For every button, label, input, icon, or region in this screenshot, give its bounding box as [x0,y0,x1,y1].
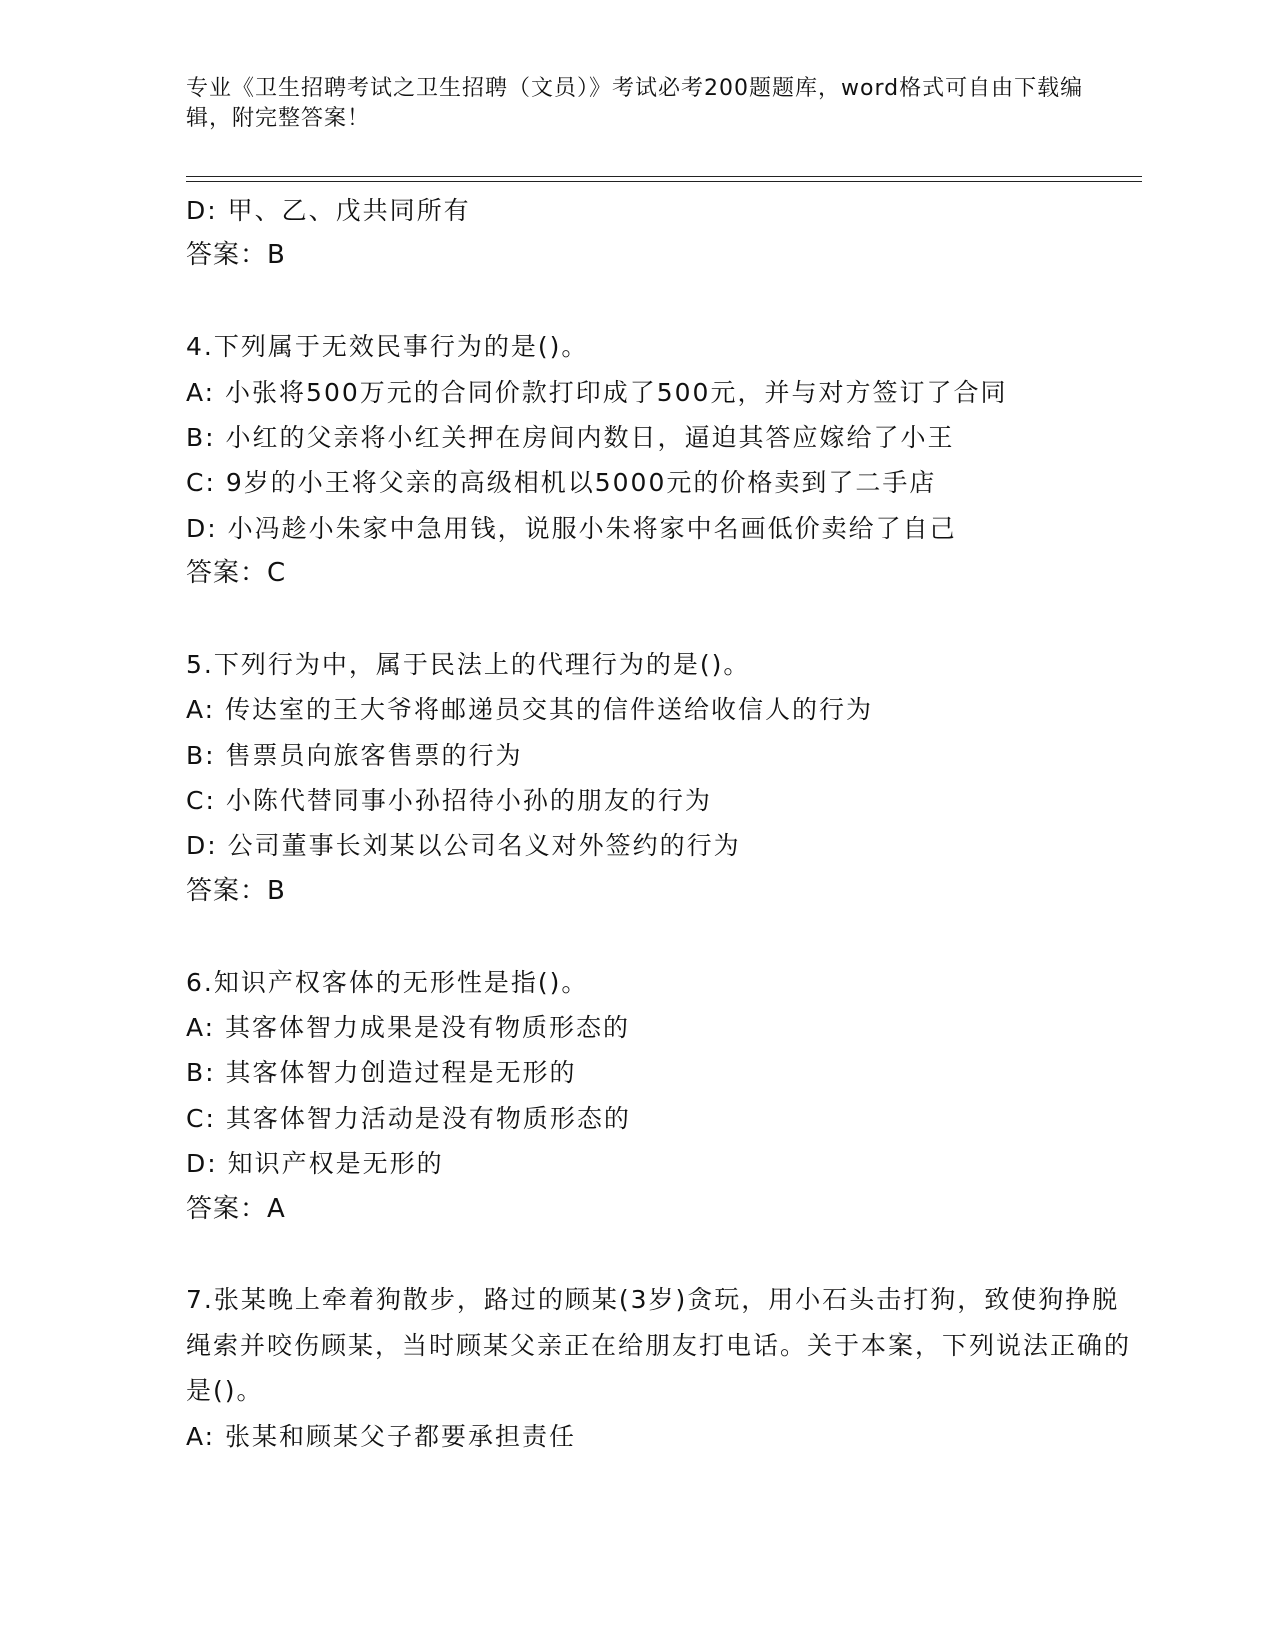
option-d: D: 小冯趁小朱家中急用钱，说服小朱将家中名画低价卖给了自己 [186,513,957,543]
option-c: C: 小陈代替同事小孙招待小孙的朋友的行为 [186,786,712,816]
option-d: D: 知识产权是无形的 [186,1149,444,1179]
option-b: B: 其客体智力创造过程是无形的 [186,1058,577,1088]
question-stem: 6.知识产权客体的无形性是指()。 [186,967,589,997]
question-stem: 5.下列行为中，属于民法上的代理行为的是()。 [186,649,751,679]
header-divider-top [186,176,1142,177]
option-a: A: 张某和顾某父子都要承担责任 [186,1421,577,1451]
option-c: C: 其客体智力活动是没有物质形态的 [186,1103,631,1133]
option-b: B: 售票员向旅客售票的行为 [186,740,523,770]
option-b: B: 小红的父亲将小红关押在房间内数日，逼迫其答应嫁给了小王 [186,422,955,452]
question-list [186,188,1142,1459]
option-d: D: 甲、乙、戊共同所有 [186,196,471,225]
option-a: A: 小张将500万元的合同价款打印成了500元，并与对方签订了合同 [186,377,1008,407]
question-stem: 4.下列属于无效民事行为的是()。 [186,332,589,362]
answer-line: 答案：A [186,1193,286,1224]
document-header: 专业《卫生招聘考试之卫生招聘（文员）》考试必考200题题库，word格式可自由下载编辑，附完整答案！ [186,76,1084,131]
option-c: C: 9岁的小王将父亲的高级相机以5000元的价格卖到了二手店 [186,468,937,498]
answer-line: 答案：B [186,240,286,271]
question-stem: 7.张某晚上牵着狗散步，路过的顾某(3岁)贪玩，用小石头击打狗，致使狗挣脱绳索并咬伤顾某，当时顾某父亲正在给朋友打电话。关于本案，下列说法正确的是()。 [186,1285,1132,1406]
option-d: D: 公司董事长刘某以公司名义对外签约的行为 [186,831,741,861]
option-a: A: 其客体智力成果是没有物质形态的 [186,1013,631,1043]
option-a: A: 传达室的王大爷将邮递员交其的信件送给收信人的行为 [186,695,874,725]
header-divider-bottom [186,181,1142,182]
answer-line: 答案：C [186,558,287,589]
answer-line: 答案：B [186,875,286,906]
